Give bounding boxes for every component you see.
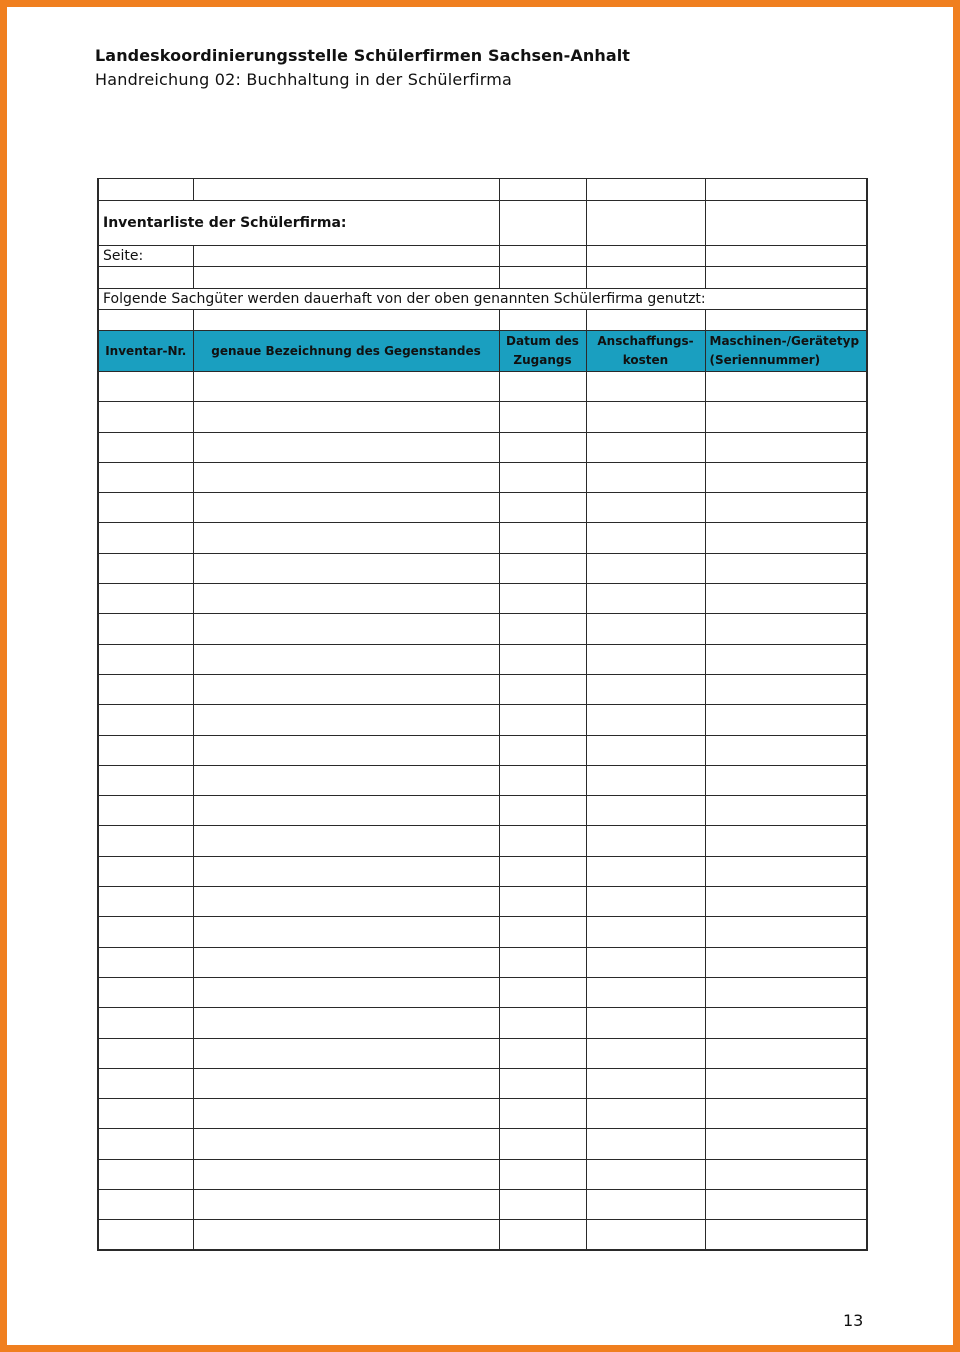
table-cell[interactable] — [193, 1068, 499, 1098]
table-cell[interactable] — [705, 765, 867, 795]
table-cell[interactable] — [499, 705, 586, 735]
cell[interactable] — [98, 267, 193, 289]
cell[interactable] — [586, 179, 705, 201]
table-cell[interactable] — [705, 523, 867, 553]
cell[interactable] — [193, 267, 499, 289]
table-cell[interactable] — [98, 1220, 193, 1250]
table-cell[interactable] — [499, 977, 586, 1007]
table-cell[interactable] — [705, 977, 867, 1007]
table-cell[interactable] — [193, 1129, 499, 1159]
table-cell[interactable] — [586, 947, 705, 977]
table-cell[interactable] — [193, 917, 499, 947]
table-cell[interactable] — [586, 1129, 705, 1159]
table-row — [98, 1220, 867, 1250]
table-cell[interactable] — [98, 1129, 193, 1159]
table-cell[interactable] — [586, 523, 705, 553]
table-cell[interactable] — [98, 1038, 193, 1068]
table-cell[interactable] — [499, 917, 586, 947]
table-row — [98, 917, 867, 947]
table-cell[interactable] — [499, 765, 586, 795]
table-row — [98, 402, 867, 432]
table-cell[interactable] — [586, 402, 705, 432]
cell[interactable] — [705, 310, 867, 331]
cell[interactable] — [705, 201, 867, 246]
table-cell[interactable] — [586, 1099, 705, 1129]
table-cell[interactable] — [98, 917, 193, 947]
table-cell[interactable] — [586, 644, 705, 674]
table-row — [98, 705, 867, 735]
column-header-description: genaue Bezeichnung des Gegenstandes — [193, 331, 499, 372]
table-cell[interactable] — [499, 1038, 586, 1068]
table-cell[interactable] — [98, 765, 193, 795]
cell[interactable] — [499, 179, 586, 201]
page-label: Seite: — [98, 246, 193, 267]
table-cell[interactable] — [193, 674, 499, 704]
table-row — [98, 553, 867, 583]
table-row — [98, 462, 867, 492]
table-cell[interactable] — [193, 402, 499, 432]
table-row — [98, 735, 867, 765]
inventory-title-label: Inventarliste der Schülerfirma: — [98, 201, 499, 246]
table-cell[interactable] — [586, 705, 705, 735]
table-cell[interactable] — [705, 856, 867, 886]
table-cell[interactable] — [98, 553, 193, 583]
table-cell[interactable] — [193, 1099, 499, 1129]
table-cell[interactable] — [499, 1099, 586, 1129]
table-row — [98, 1068, 867, 1098]
table-cell[interactable] — [193, 826, 499, 856]
table-cell[interactable] — [499, 856, 586, 886]
table-cell[interactable] — [499, 523, 586, 553]
column-header-device-type: Maschinen-/Gerätetyp (Seriennummer) — [705, 331, 867, 372]
table-cell[interactable] — [98, 705, 193, 735]
table-cell[interactable] — [98, 977, 193, 1007]
table-cell[interactable] — [98, 735, 193, 765]
table-cell[interactable] — [193, 644, 499, 674]
table-cell[interactable] — [586, 674, 705, 704]
table-cell[interactable] — [705, 614, 867, 644]
table-header-row — [98, 331, 867, 372]
table-cell[interactable] — [586, 917, 705, 947]
table-cell[interactable] — [98, 1008, 193, 1038]
table-row — [98, 644, 867, 674]
table-cell[interactable] — [586, 796, 705, 826]
cell[interactable] — [499, 310, 586, 331]
table-cell[interactable] — [98, 1099, 193, 1129]
table-row — [98, 614, 867, 644]
document-subtitle: Handreichung 02: Buchhaltung in der Schülerfirma — [95, 70, 512, 89]
cell[interactable] — [705, 179, 867, 201]
table-cell[interactable] — [705, 1068, 867, 1098]
table-cell[interactable] — [499, 644, 586, 674]
table-row — [98, 826, 867, 856]
cell[interactable] — [586, 201, 705, 246]
table-row — [98, 584, 867, 614]
table-cell[interactable] — [193, 856, 499, 886]
table-cell[interactable] — [586, 887, 705, 917]
table-cell[interactable] — [586, 614, 705, 644]
table-cell[interactable] — [193, 1190, 499, 1220]
table-cell[interactable] — [586, 856, 705, 886]
cell[interactable] — [193, 310, 499, 331]
cell[interactable] — [499, 246, 586, 267]
table-cell[interactable] — [193, 493, 499, 523]
table-cell[interactable] — [193, 553, 499, 583]
table-cell[interactable] — [586, 826, 705, 856]
table-cell[interactable] — [499, 493, 586, 523]
table-cell[interactable] — [98, 826, 193, 856]
table-cell[interactable] — [705, 674, 867, 704]
table-cell[interactable] — [586, 735, 705, 765]
table-cell[interactable] — [499, 1220, 586, 1250]
table-cell[interactable] — [98, 1068, 193, 1098]
table-row — [98, 1099, 867, 1129]
table-cell[interactable] — [98, 432, 193, 462]
table-row — [98, 977, 867, 1007]
table-cell[interactable] — [193, 887, 499, 917]
cell[interactable] — [705, 246, 867, 267]
table-cell[interactable] — [586, 1038, 705, 1068]
cell[interactable] — [586, 310, 705, 331]
table-cell[interactable] — [499, 553, 586, 583]
table-row — [98, 947, 867, 977]
table-cell[interactable] — [193, 1159, 499, 1189]
column-header-date: Datum des Zugangs — [499, 331, 586, 372]
table-cell[interactable] — [193, 1220, 499, 1250]
cell[interactable] — [499, 201, 586, 246]
table-cell[interactable] — [705, 1190, 867, 1220]
page-field[interactable] — [193, 246, 499, 267]
table-cell[interactable] — [705, 1008, 867, 1038]
table-cell[interactable] — [586, 462, 705, 492]
table-cell[interactable] — [499, 947, 586, 977]
table-row — [98, 523, 867, 553]
table-cell[interactable] — [98, 372, 193, 402]
table-cell[interactable] — [98, 947, 193, 977]
table-cell[interactable] — [98, 402, 193, 432]
cell[interactable] — [499, 267, 586, 289]
table-cell[interactable] — [705, 1129, 867, 1159]
cell[interactable] — [705, 267, 867, 289]
table-cell[interactable] — [586, 584, 705, 614]
table-cell[interactable] — [586, 432, 705, 462]
column-header-inventory-number: Inventar-Nr. — [98, 331, 193, 372]
table-cell[interactable] — [193, 796, 499, 826]
table-cell[interactable] — [705, 432, 867, 462]
table-cell[interactable] — [499, 614, 586, 644]
table-cell[interactable] — [705, 553, 867, 583]
table-cell[interactable] — [98, 462, 193, 492]
table-cell[interactable] — [193, 1008, 499, 1038]
table-cell[interactable] — [705, 584, 867, 614]
table-cell[interactable] — [98, 674, 193, 704]
table-cell[interactable] — [499, 584, 586, 614]
table-row — [98, 1159, 867, 1189]
table-cell[interactable] — [499, 1190, 586, 1220]
table-cell[interactable] — [586, 1068, 705, 1098]
table-cell[interactable] — [499, 1159, 586, 1189]
table-cell[interactable] — [193, 977, 499, 1007]
table-cell[interactable] — [98, 1190, 193, 1220]
table-cell[interactable] — [586, 765, 705, 795]
table-cell[interactable] — [705, 1038, 867, 1068]
table-cell[interactable] — [98, 493, 193, 523]
inventory-table — [97, 178, 868, 1251]
table-cell[interactable] — [499, 372, 586, 402]
table-cell[interactable] — [98, 887, 193, 917]
table-cell[interactable] — [705, 947, 867, 977]
table-cell[interactable] — [586, 1190, 705, 1220]
table-row — [98, 432, 867, 462]
cell[interactable] — [98, 179, 193, 201]
cell[interactable] — [586, 246, 705, 267]
cell[interactable] — [193, 179, 499, 201]
table-cell[interactable] — [499, 826, 586, 856]
table-cell[interactable] — [705, 917, 867, 947]
table-cell[interactable] — [98, 523, 193, 553]
table-cell[interactable] — [193, 1038, 499, 1068]
table-cell[interactable] — [499, 1008, 586, 1038]
table-cell[interactable] — [705, 493, 867, 523]
table-cell[interactable] — [705, 1159, 867, 1189]
table-cell[interactable] — [193, 765, 499, 795]
table-cell[interactable] — [705, 372, 867, 402]
table-row — [98, 1190, 867, 1220]
table-cell[interactable] — [98, 796, 193, 826]
table-row — [98, 1008, 867, 1038]
page-number: 13 — [843, 1311, 864, 1330]
table-cell[interactable] — [499, 674, 586, 704]
table-cell[interactable] — [705, 1099, 867, 1129]
table-cell[interactable] — [499, 887, 586, 917]
table-cell[interactable] — [499, 796, 586, 826]
table-cell[interactable] — [499, 432, 586, 462]
table-cell[interactable] — [586, 1008, 705, 1038]
table-row — [98, 856, 867, 886]
table-cell[interactable] — [705, 705, 867, 735]
table-cell[interactable] — [98, 584, 193, 614]
table-row — [98, 796, 867, 826]
table-cell[interactable] — [499, 402, 586, 432]
table-cell[interactable] — [586, 553, 705, 583]
cell[interactable] — [586, 267, 705, 289]
table-cell[interactable] — [193, 523, 499, 553]
table-row — [98, 765, 867, 795]
table-row — [98, 372, 867, 402]
table-cell[interactable] — [705, 644, 867, 674]
table-cell[interactable] — [193, 735, 499, 765]
table-cell[interactable] — [586, 372, 705, 402]
table-cell[interactable] — [193, 614, 499, 644]
table-cell[interactable] — [499, 462, 586, 492]
table-cell[interactable] — [705, 735, 867, 765]
usage-note: Folgende Sachgüter werden dauerhaft von der oben genannten Schülerfirma genutzt: — [98, 289, 867, 310]
table-cell[interactable] — [705, 826, 867, 856]
table-cell[interactable] — [193, 432, 499, 462]
table-row — [98, 493, 867, 523]
table-cell[interactable] — [193, 462, 499, 492]
table-cell[interactable] — [499, 1068, 586, 1098]
table-cell[interactable] — [98, 614, 193, 644]
table-row — [98, 674, 867, 704]
table-cell[interactable] — [98, 1159, 193, 1189]
table-cell[interactable] — [193, 947, 499, 977]
table-cell[interactable] — [705, 887, 867, 917]
table-cell[interactable] — [586, 977, 705, 1007]
table-cell[interactable] — [586, 1220, 705, 1250]
table-cell[interactable] — [193, 584, 499, 614]
table-cell[interactable] — [705, 402, 867, 432]
table-cell[interactable] — [98, 644, 193, 674]
table-cell[interactable] — [586, 493, 705, 523]
table-cell[interactable] — [499, 1129, 586, 1159]
table-cell[interactable] — [193, 705, 499, 735]
table-row — [98, 887, 867, 917]
table-row — [98, 1038, 867, 1068]
cell[interactable] — [98, 310, 193, 331]
table-cell[interactable] — [705, 1220, 867, 1250]
table-cell[interactable] — [705, 796, 867, 826]
table-cell[interactable] — [586, 1159, 705, 1189]
table-cell[interactable] — [193, 372, 499, 402]
table-cell[interactable] — [705, 462, 867, 492]
table-cell[interactable] — [499, 735, 586, 765]
table-row — [98, 1129, 867, 1159]
table-cell[interactable] — [98, 856, 193, 886]
organization-title: Landeskoordinierungsstelle Schülerfirmen Sachsen-Anhalt — [95, 46, 631, 65]
column-header-cost: Anschaffungs-kosten — [586, 331, 705, 372]
